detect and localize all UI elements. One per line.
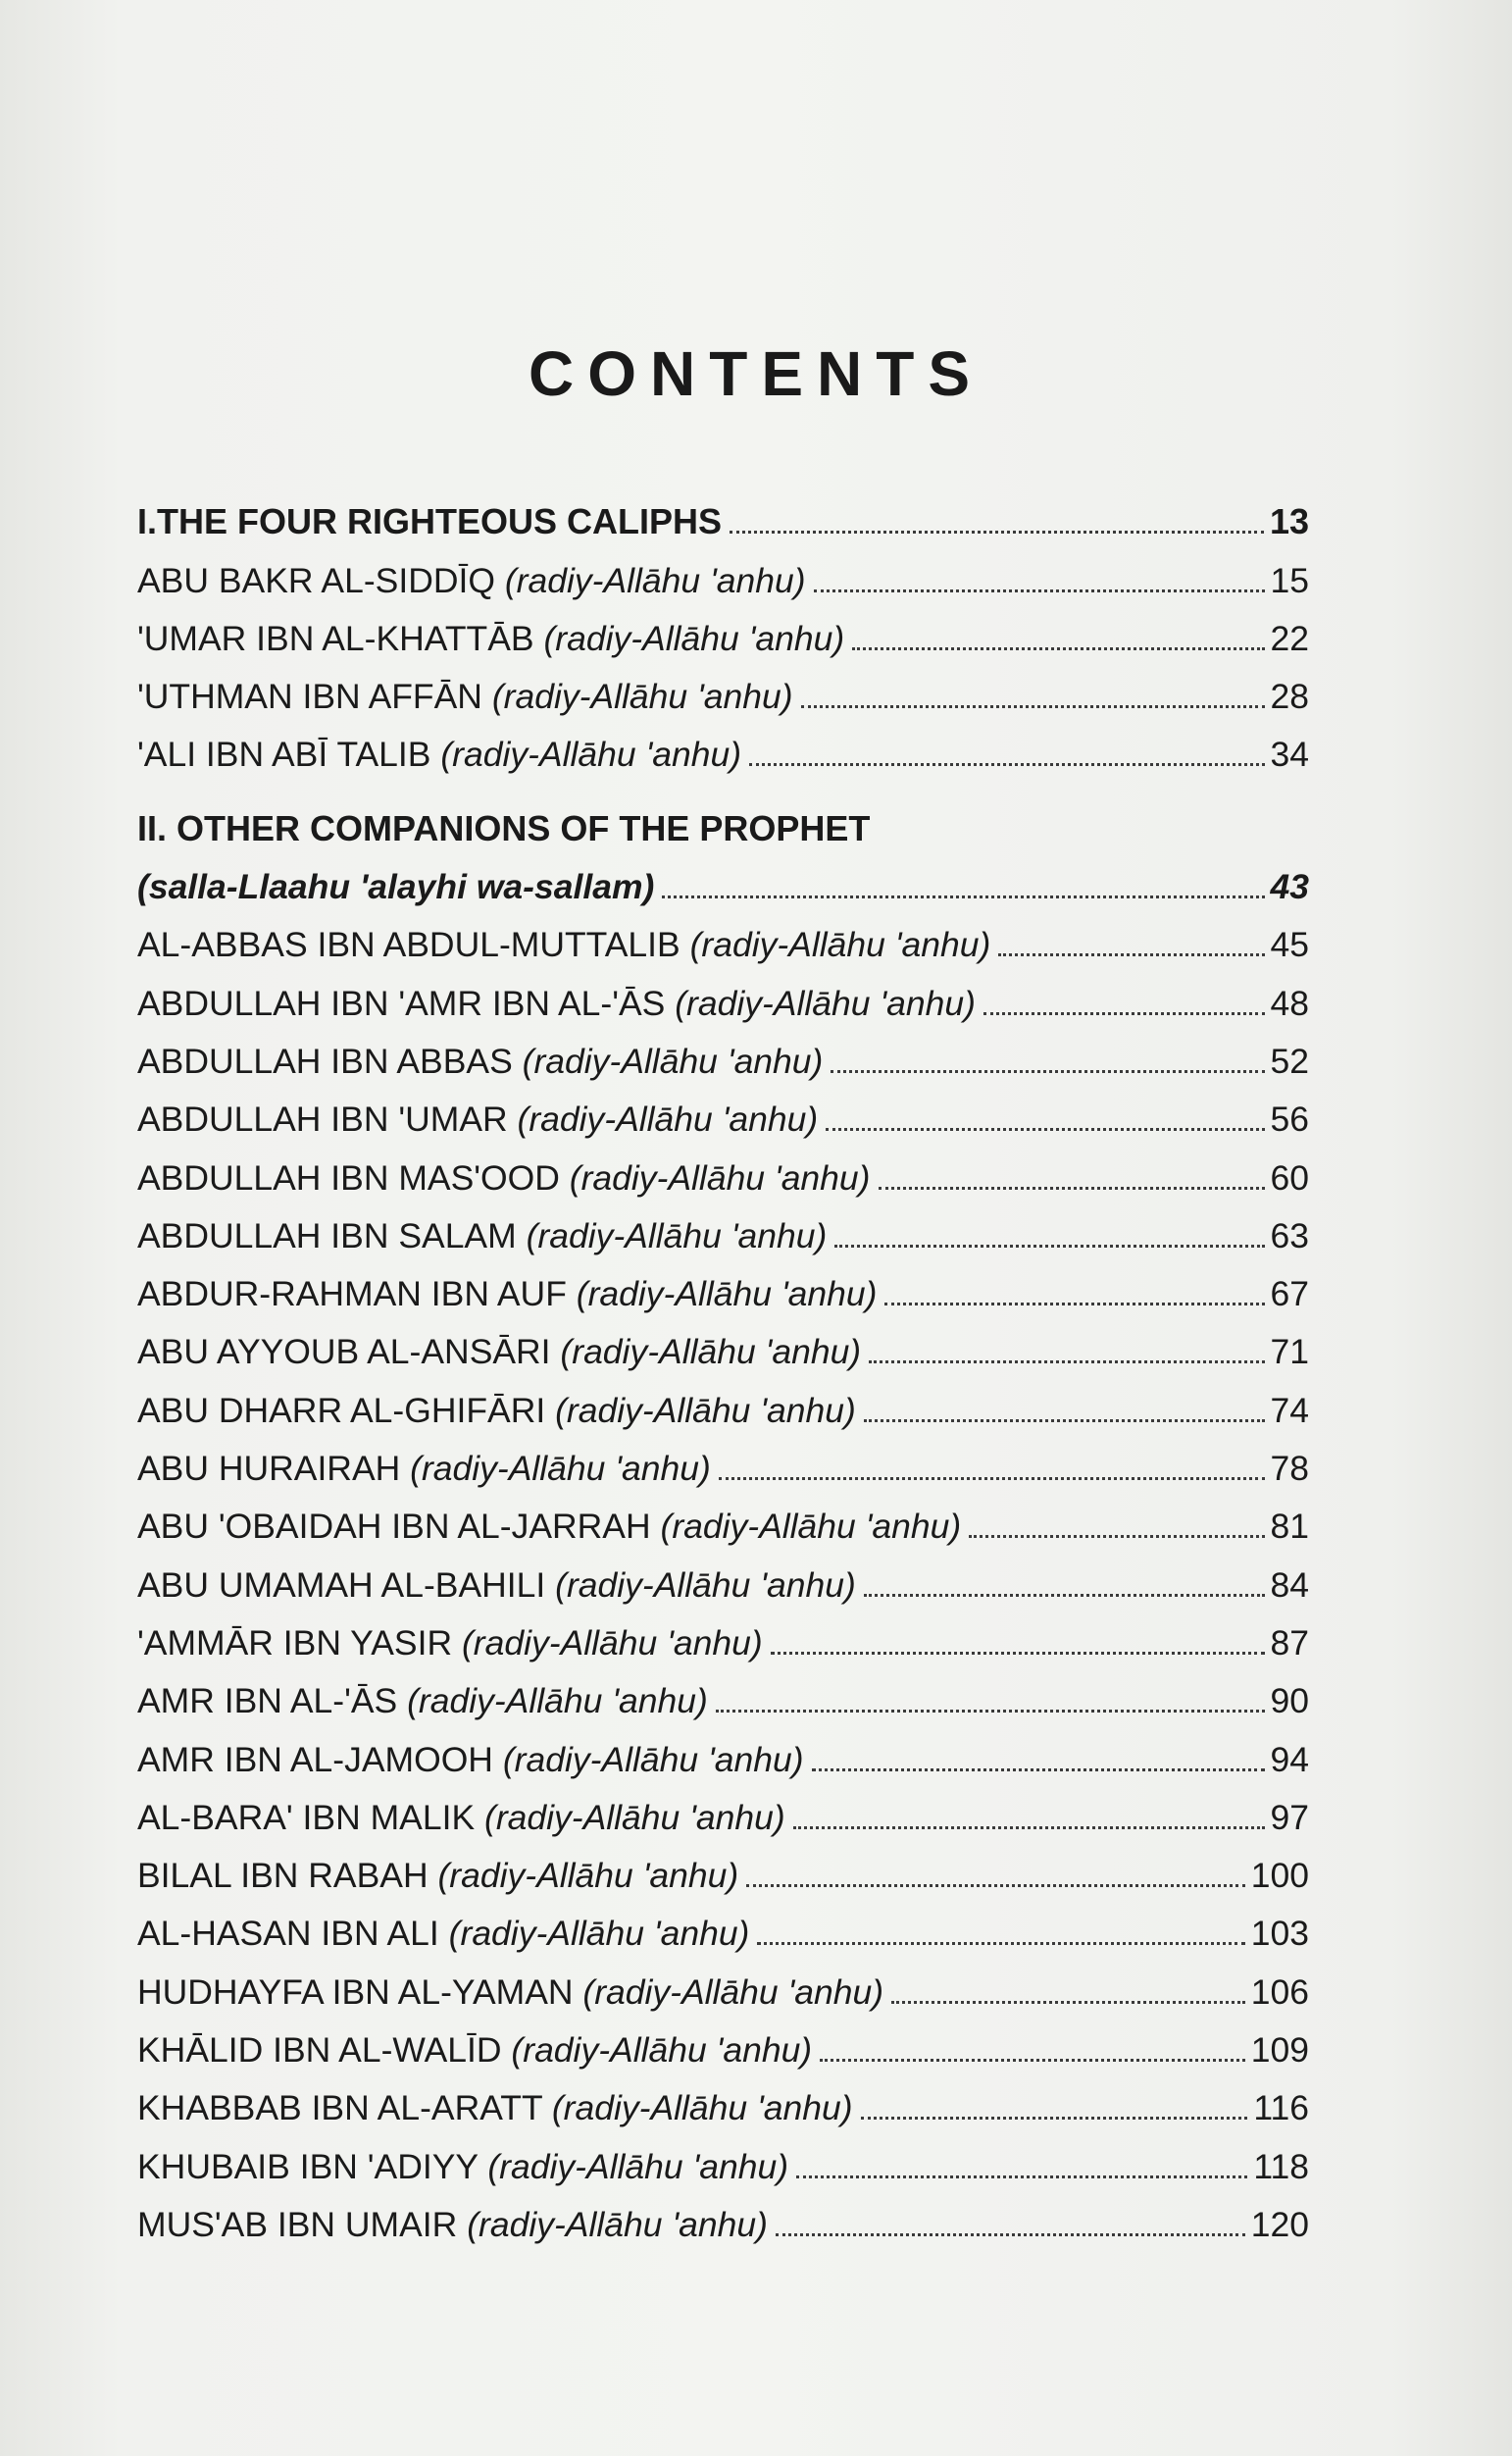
entry-name: MUS'AB IBN UMAIR [137, 2204, 458, 2244]
leader-dots [864, 1419, 1265, 1422]
toc-entry[interactable] [137, 660, 1309, 718]
entry-honorific: (radiy-Allāhu 'anhu) [440, 735, 742, 775]
toc-entry-title [137, 1330, 865, 1373]
toc-entry[interactable] [137, 1781, 1309, 1839]
entry-honorific: (radiy-Allāhu 'anhu) [467, 2204, 768, 2244]
toc-entry-title [137, 1505, 965, 1548]
page-number: 120 [1250, 2204, 1309, 2244]
toc-entry-title [137, 1156, 875, 1200]
toc-entry-title [137, 1679, 712, 1722]
toc-entry[interactable] [137, 1607, 1309, 1664]
leader-dots [826, 1128, 1264, 1131]
leader-dots [771, 1652, 1265, 1655]
entry-honorific: (radiy-Allāhu 'anhu) [437, 1856, 739, 1896]
entry-name: AMR IBN AL-'ĀS [137, 1681, 398, 1721]
toc-entry-title [137, 982, 980, 1025]
toc-entry[interactable] [137, 1490, 1309, 1548]
entry-honorific: (radiy-Allāhu 'anhu) [555, 1390, 856, 1430]
entry-name: ABDULLAH IBN SALAM [137, 1215, 517, 1255]
leader-dots [852, 647, 1264, 650]
toc-entry-title [137, 2028, 816, 2072]
entry-name: KHUBAIB IBN 'ADIYY [137, 2146, 479, 2186]
entry-honorific: (radiy-Allāhu 'anhu) [522, 1041, 824, 1081]
page-number: 84 [1270, 1564, 1309, 1605]
page-number: 67 [1270, 1274, 1309, 1314]
section-heading-label: II. OTHER COMPANIONS OF THE PROPHET [137, 807, 871, 848]
entry-honorific: (radiy-Allāhu 'anhu) [491, 677, 793, 717]
leader-dots [983, 1012, 1265, 1015]
leader-dots [776, 2233, 1245, 2236]
leader-dots [746, 1884, 1245, 1887]
page-number: 116 [1253, 2088, 1309, 2128]
table-of-contents [137, 486, 1309, 2246]
section-heading-label: I.THE FOUR RIGHTEOUS CALIPHS [137, 501, 723, 542]
entry-name: ABDULLAH IBN ABBAS [137, 1041, 513, 1081]
page-number: 94 [1270, 1739, 1309, 1779]
leader-dots [869, 1360, 1264, 1363]
page-number: 56 [1270, 1100, 1309, 1140]
toc-entry[interactable] [137, 2072, 1309, 2129]
entry-name: ABDULLAH IBN MAS'OOD [137, 1157, 560, 1198]
page-number: 109 [1250, 2030, 1309, 2071]
page-number: 28 [1270, 677, 1309, 717]
toc-entry[interactable] [137, 1141, 1309, 1199]
page-number: 43 [1270, 867, 1309, 907]
entry-honorific: (radiy-Allāhu 'anhu) [560, 1332, 862, 1372]
toc-entry-title [137, 2145, 792, 2188]
page-title: CONTENTS [529, 338, 983, 409]
toc-entry[interactable] [137, 602, 1309, 660]
page-number: 60 [1270, 1157, 1309, 1198]
entry-name: AL-HASAN IBN ALI [137, 1914, 439, 1954]
toc-entry[interactable] [137, 1257, 1309, 1315]
leader-dots [716, 1710, 1265, 1713]
entry-honorific: (radiy-Allāhu 'anhu) [484, 1797, 785, 1837]
page-number: 13 [1269, 501, 1309, 542]
page-number: 48 [1270, 983, 1309, 1023]
entry-honorific: (radiy-Allāhu 'anhu) [517, 1100, 819, 1140]
leader-dots [814, 589, 1265, 592]
entry-honorific: (radiy-Allāhu 'anhu) [660, 1507, 962, 1547]
leader-dots [879, 1187, 1265, 1190]
entry-honorific: (radiy-Allāhu 'anhu) [555, 1564, 856, 1605]
section-subheading[interactable] [137, 850, 1309, 908]
entry-honorific: (radiy-Allāhu 'anhu) [551, 2088, 853, 2128]
toc-entry[interactable] [137, 1083, 1309, 1141]
page-number: 15 [1270, 560, 1309, 600]
toc-entry[interactable] [137, 2014, 1309, 2072]
entry-name: ABU BAKR AL-SIDDĪQ [137, 560, 495, 600]
toc-entry[interactable] [137, 908, 1309, 966]
entry-name: ABDUR-RAHMAN IBN AUF [137, 1274, 567, 1314]
entry-name: KHĀLID IBN AL-WALĪD [137, 2030, 502, 2071]
entry-honorific: (radiy-Allāhu 'anhu) [689, 925, 991, 965]
leader-dots [864, 1594, 1265, 1597]
toc-entry[interactable] [137, 1432, 1309, 1490]
entry-name: ABDULLAH IBN 'AMR IBN AL-'ĀS [137, 983, 666, 1023]
toc-entry[interactable] [137, 1722, 1309, 1780]
entry-honorific: (radiy-Allāhu 'anhu) [582, 1971, 884, 2012]
leader-dots [834, 1245, 1264, 1248]
leader-dots [801, 705, 1265, 708]
leader-dots [861, 2117, 1248, 2120]
leader-dots [820, 2059, 1245, 2062]
toc-entry[interactable] [137, 1548, 1309, 1606]
toc-entry-title [137, 1447, 715, 1490]
entry-name: ABU DHARR AL-GHIFĀRI [137, 1390, 546, 1430]
page-number: 78 [1270, 1449, 1309, 1489]
entry-honorific: (radiy-Allāhu 'anhu) [504, 560, 806, 600]
leader-dots [719, 1477, 1265, 1480]
entry-name: HUDHAYFA IBN AL-YAMAN [137, 1971, 574, 2012]
page-number: 74 [1270, 1390, 1309, 1430]
entry-name: 'ALI IBN ABĪ TALIB [137, 735, 431, 775]
toc-entry-title [137, 1389, 860, 1432]
toc-entry-title [137, 1796, 789, 1839]
entry-honorific: (radiy-Allāhu 'anhu) [526, 1215, 828, 1255]
entry-honorific: (radiy-Allāhu 'anhu) [448, 1914, 750, 1954]
toc-entry-title [137, 675, 797, 718]
toc-entry-title [137, 1098, 822, 1141]
leader-dots [969, 1535, 1264, 1538]
page-number: 90 [1270, 1681, 1309, 1721]
leader-dots [884, 1303, 1264, 1305]
toc-entry-title [137, 559, 810, 602]
page-number: 52 [1270, 1041, 1309, 1081]
toc-entry-title [137, 1214, 831, 1257]
toc-entry[interactable] [137, 1315, 1309, 1373]
entry-honorific: (radiy-Allāhu 'anhu) [569, 1157, 871, 1198]
page-number: 87 [1270, 1622, 1309, 1663]
page-number: 63 [1270, 1215, 1309, 1255]
page-number: 45 [1270, 925, 1309, 965]
toc-entry-title [137, 733, 745, 776]
leader-dots [891, 2001, 1245, 2004]
entry-name: AL-ABBAS IBN ABDUL-MUTTALIB [137, 925, 680, 965]
leader-dots [757, 1942, 1244, 1945]
toc-entry[interactable] [137, 1373, 1309, 1431]
page-number: 103 [1250, 1914, 1309, 1954]
toc-entry[interactable] [137, 1897, 1309, 1955]
entry-name: ABU AYYOUB AL-ANSĀRI [137, 1332, 551, 1372]
entry-name: ABU 'OBAIDAH IBN AL-JARRAH [137, 1507, 651, 1547]
entry-name: ABDULLAH IBN 'UMAR [137, 1100, 508, 1140]
toc-entry[interactable] [137, 2188, 1309, 2246]
leader-dots [796, 2175, 1247, 2178]
toc-entry[interactable] [137, 966, 1309, 1024]
toc-entry-title [137, 1738, 808, 1781]
entry-name: 'UTHMAN IBN AFFĀN [137, 677, 482, 717]
section-heading[interactable] [137, 486, 1309, 543]
toc-entry-title [137, 2086, 857, 2129]
toc-entry-title [137, 617, 848, 660]
entry-honorific: (radiy-Allāhu 'anhu) [502, 1739, 804, 1779]
entry-honorific: (radiy-Allāhu 'anhu) [543, 618, 845, 658]
entry-honorific: (radiy-Allāhu 'anhu) [511, 2030, 813, 2071]
toc-entry-title [137, 1040, 827, 1083]
page-number: 100 [1250, 1856, 1309, 1896]
leader-dots [998, 953, 1264, 956]
entry-name: ABU UMAMAH AL-BAHILI [137, 1564, 546, 1605]
toc-entry-title [137, 923, 994, 966]
leader-dots [812, 1768, 1265, 1771]
toc-entry-title [137, 1912, 753, 1955]
page-number: 97 [1270, 1797, 1309, 1837]
toc-entry-title [137, 1563, 860, 1607]
entry-honorific: (radiy-Allāhu 'anhu) [576, 1274, 878, 1314]
entry-name: KHABBAB IBN AL-ARATT [137, 2088, 542, 2128]
entry-name: AMR IBN AL-JAMOOH [137, 1739, 493, 1779]
leader-dots [831, 1070, 1264, 1073]
page-number: 34 [1270, 735, 1309, 775]
entry-honorific: (radiy-Allāhu 'anhu) [410, 1449, 711, 1489]
toc-entry-title [137, 1272, 881, 1315]
toc-entry[interactable] [137, 718, 1309, 776]
entry-name: 'AMMĀR IBN YASIR [137, 1622, 453, 1663]
leader-dots [749, 763, 1264, 766]
entry-name: ABU HURAIRAH [137, 1449, 401, 1489]
entry-name: 'UMAR IBN AL-KHATTĀB [137, 618, 534, 658]
leader-dots [662, 895, 1264, 898]
toc-entry[interactable] [137, 2129, 1309, 2187]
entry-honorific: (radiy-Allāhu 'anhu) [487, 2146, 789, 2186]
page-number: 71 [1270, 1332, 1309, 1372]
toc-entry[interactable] [137, 1839, 1309, 1897]
toc-entry[interactable] [137, 1664, 1309, 1722]
toc-entry-title [137, 2203, 772, 2246]
toc-entry-title [137, 1854, 742, 1897]
section-gap [137, 776, 1309, 792]
leader-dots [730, 531, 1264, 534]
toc-entry[interactable] [137, 543, 1309, 601]
toc-entry[interactable] [137, 1200, 1309, 1257]
toc-entry-title [137, 1621, 767, 1664]
page-number: 118 [1253, 2146, 1309, 2186]
toc-entry[interactable] [137, 1955, 1309, 2013]
page-number: 106 [1250, 1971, 1309, 2012]
entry-honorific: (radiy-Allāhu 'anhu) [461, 1622, 763, 1663]
page-number: 22 [1270, 618, 1309, 658]
entry-name: AL-BARA' IBN MALIK [137, 1797, 476, 1837]
toc-entry-title [137, 1970, 887, 2014]
page-number: 81 [1270, 1507, 1309, 1547]
leader-dots [793, 1826, 1265, 1829]
section-heading[interactable] [137, 792, 1309, 849]
entry-honorific: (radiy-Allāhu 'anhu) [675, 983, 976, 1023]
toc-entry[interactable] [137, 1025, 1309, 1083]
entry-honorific: (radiy-Allāhu 'anhu) [407, 1681, 708, 1721]
entry-name: BILAL IBN RABAH [137, 1856, 428, 1896]
section-subheading-label: (salla-Llaahu 'alayhi wa-sallam) [137, 867, 655, 907]
